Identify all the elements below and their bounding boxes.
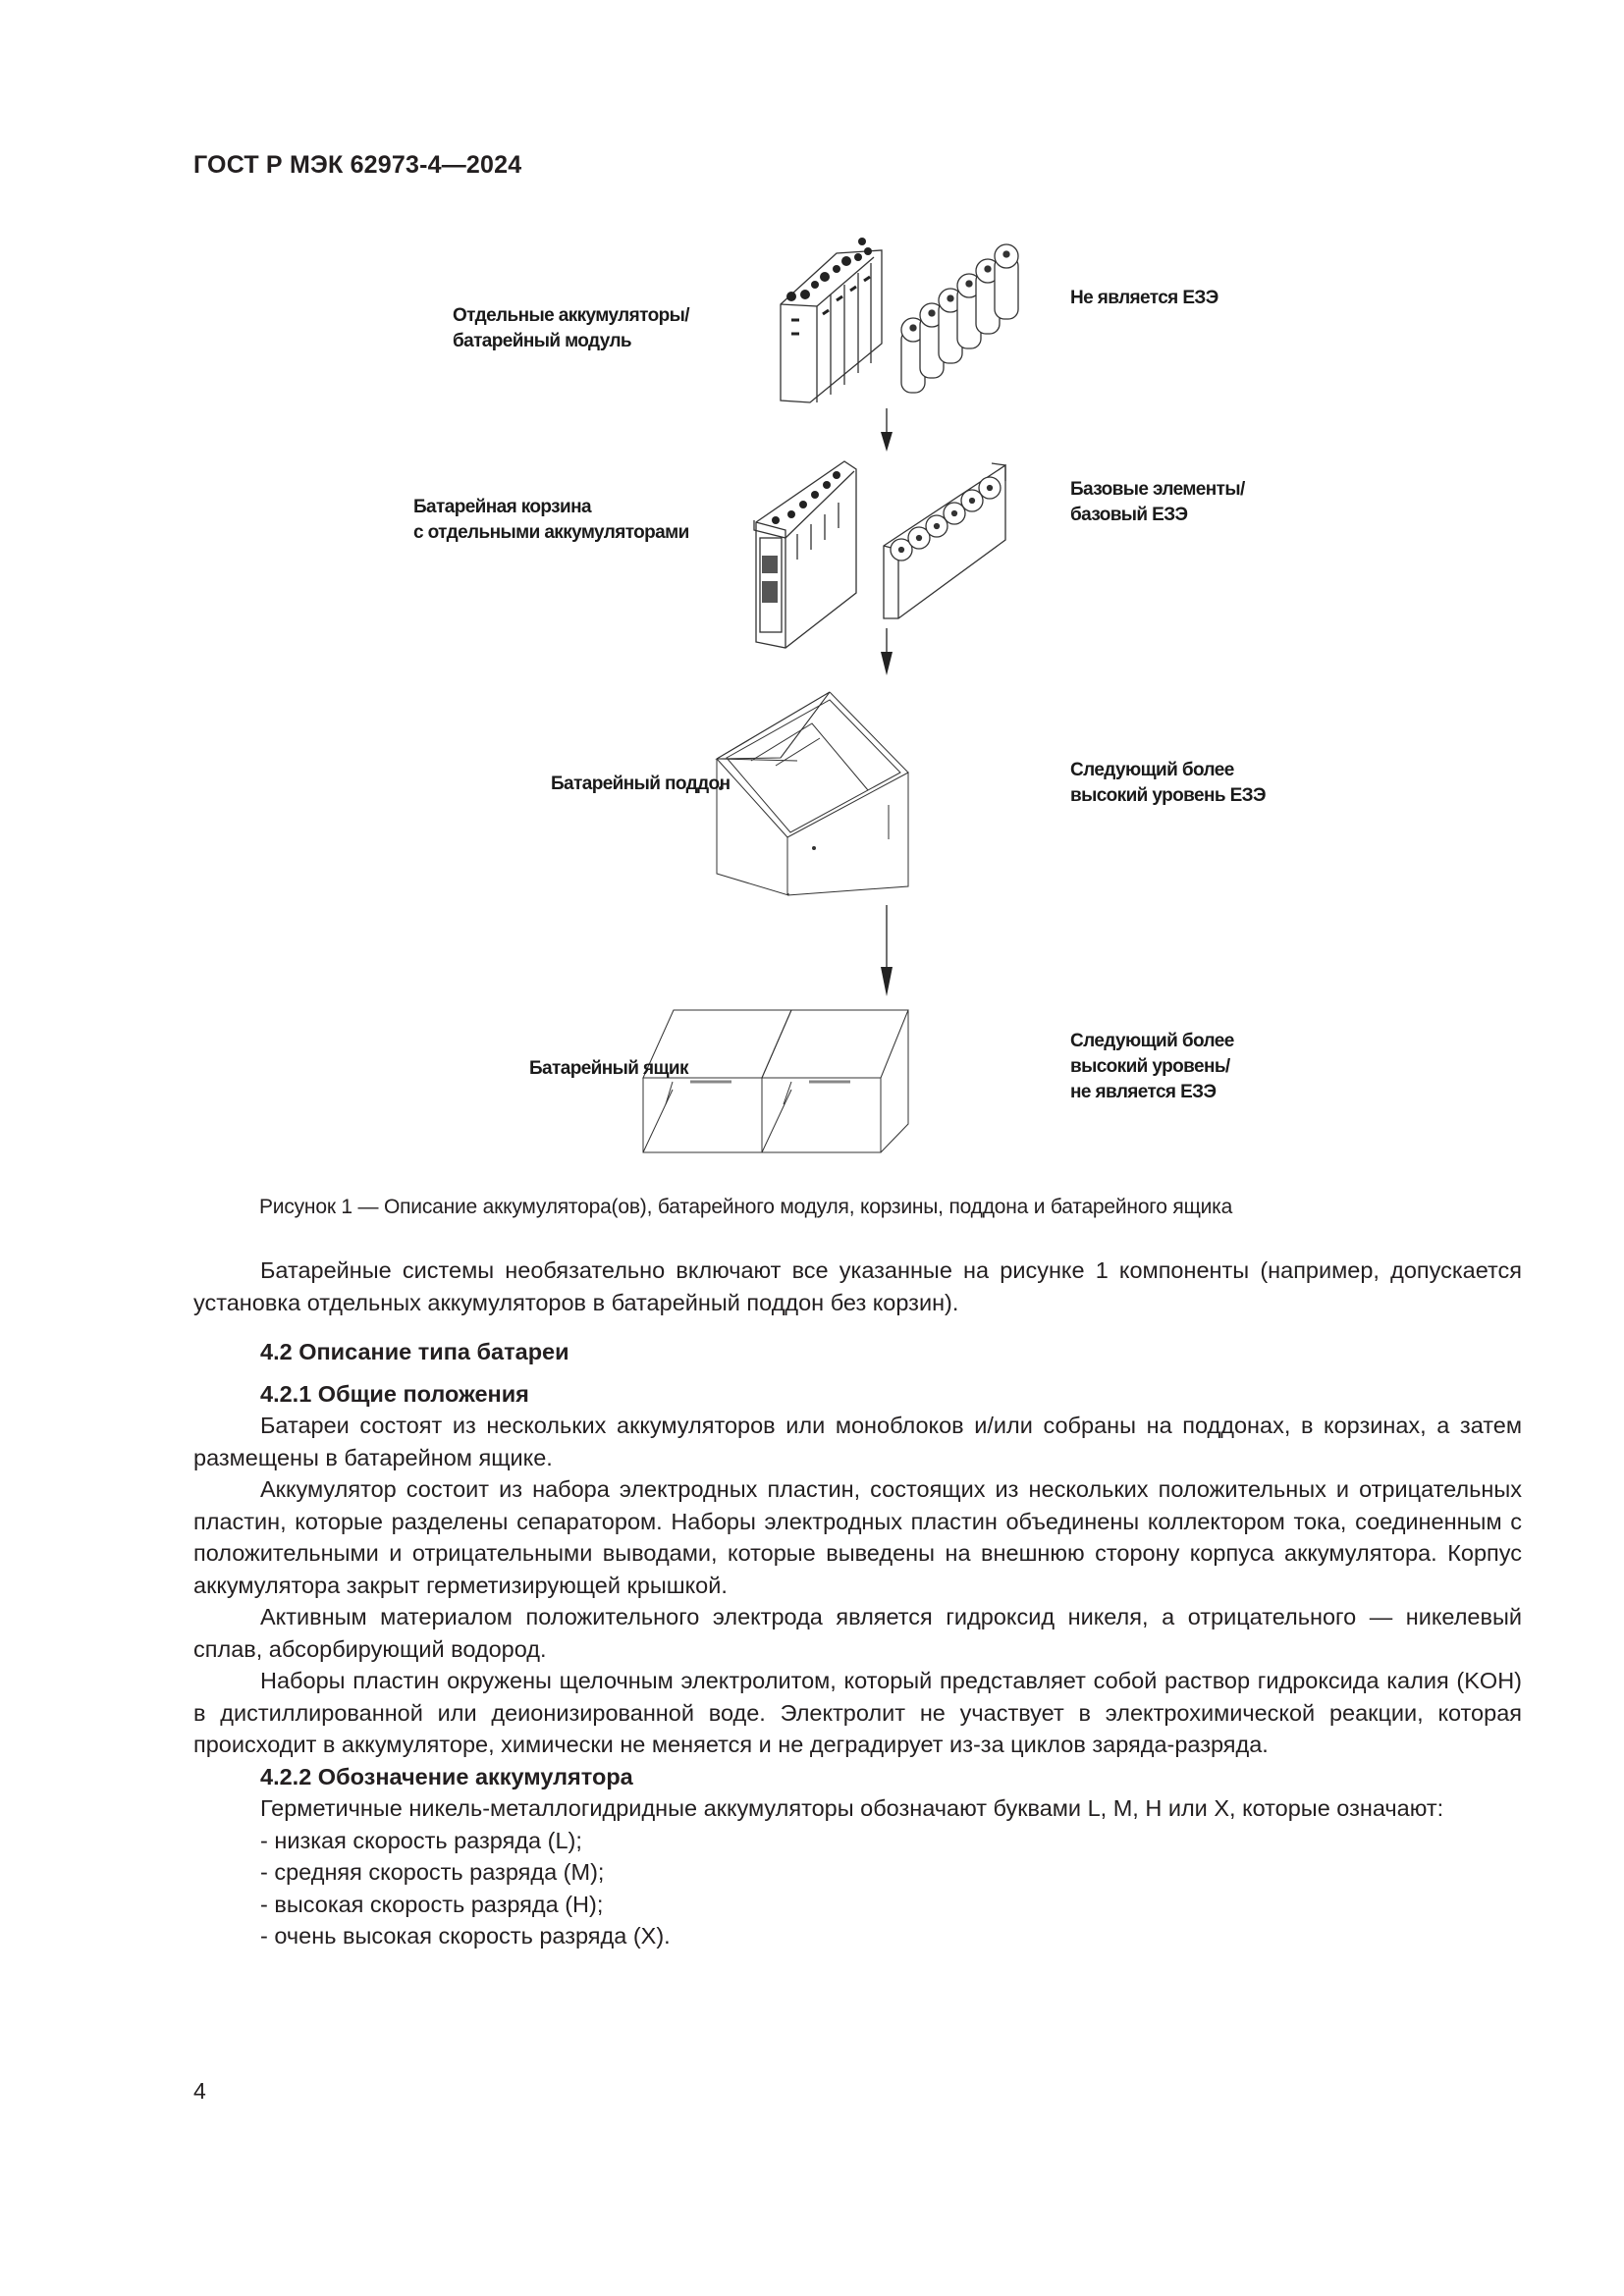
label-not-ess [1070, 286, 1218, 311]
label-line: высокий уровень ЕЗЭ [1070, 785, 1266, 806]
label-base-elements [1070, 477, 1245, 528]
label-line: Базовые элементы/ [1070, 479, 1245, 500]
label-battery-cabinet [529, 1056, 688, 1082]
label-line: Следующий более [1070, 1031, 1234, 1051]
paragraph: Герметичные никель-металлогидридные аккумуляторы обозначают буквами L, M, H или X, которые означают: [260, 1795, 1444, 1821]
paragraph: Батареи состоят из нескольких аккумуляторов или моноблоков и/или собраны на поддонах, в корзинах, а затем размещены в батарейном ящике. [193, 1413, 1522, 1470]
label-line: базовый ЕЗЭ [1070, 505, 1188, 525]
label-next-level-ess [1070, 758, 1266, 809]
arrow-down-icon-3 [881, 905, 893, 996]
list-item: - очень высокая скорость разряда (X). [260, 1923, 671, 1949]
battery-crate-icon [754, 461, 856, 648]
list-item: - низкая скорость разряда (L); [260, 1827, 582, 1853]
label-battery-tray [551, 772, 730, 797]
label-line: высокий уровень/ [1070, 1056, 1230, 1077]
label-line: Следующий более [1070, 760, 1234, 780]
battery-tray-icon [717, 692, 908, 895]
paragraph: Наборы пластин окружены щелочным электролитом, который представляет собой раствор гидроксида калия (KOH) в дистиллированной или деионизированной воде. Электролит не участвует в электрохимической реакции, которая происходит в аккумуляторе, химически не меняется и не деградирует из-за циклов заряда-разряда. [193, 1668, 1522, 1757]
arrow-down-icon-1 [881, 408, 893, 452]
label-line: Батарейный поддон [551, 774, 731, 794]
paragraph: Активным материалом положительного электрода является гидроксид никеля, а отрицательного — никелевый сплав, абсорбирующий водород. [193, 1604, 1522, 1662]
label-individual-cells [453, 303, 689, 354]
section-heading-4-2: 4.2 Описание типа батареи [260, 1339, 569, 1364]
section-heading-4-2-2: 4.2.2 Обозначение аккумулятора [260, 1763, 633, 1789]
section-heading-4-2-1: 4.2.1 Общие положения [260, 1380, 529, 1407]
label-line: Батарейная корзина [413, 497, 591, 517]
label-line: Батарейный ящик [529, 1058, 688, 1079]
label-line: батарейный модуль [453, 331, 632, 351]
document-header-standard: ГОСТ Р МЭК 62973-4—2024 [193, 151, 522, 179]
label-battery-crate [413, 495, 689, 546]
figure-caption: Рисунок 1 — Описание аккумулятора(ов), батарейного модуля, корзины, поддона и батарейного ящика [259, 1196, 1233, 1218]
arrow-down-icon-2 [881, 628, 893, 675]
label-line: не является ЕЗЭ [1070, 1082, 1217, 1102]
cylindrical-cells-icon [901, 244, 1018, 393]
base-element-tray-icon [884, 463, 1005, 618]
list-item: - высокая скорость разряда (H); [260, 1891, 604, 1917]
label-line: с отдельными аккумуляторами [413, 522, 689, 543]
label-line: Отдельные аккумуляторы/ [453, 305, 689, 326]
cell-block-icon [781, 238, 882, 402]
body-text [193, 1255, 1522, 1952]
list-item: - средняя скорость разряда (M); [260, 1859, 605, 1885]
label-next-level-not-ess [1070, 1029, 1234, 1105]
paragraph: Аккумулятор состоит из набора электродных пластин, состоящих из нескольких положительных и отрицательных пластин, которые разделены сепаратором. Наборы электродных пластин объединены коллектором тока, соединенным с положительными и отрицательными выводами, которые выведены на внешнюю сторону корпуса аккумулятора. Корпус аккумулятора закрыт герметизирующей крышкой. [193, 1476, 1522, 1598]
paragraph: Батарейные системы необязательно включают все указанные на рисунке 1 компоненты (например, допускается установка отдельных аккумуляторов в батарейный поддон без корзин). [193, 1257, 1522, 1315]
page-number: 4 [193, 2078, 206, 2104]
label-line: Не является ЕЗЭ [1070, 288, 1218, 308]
